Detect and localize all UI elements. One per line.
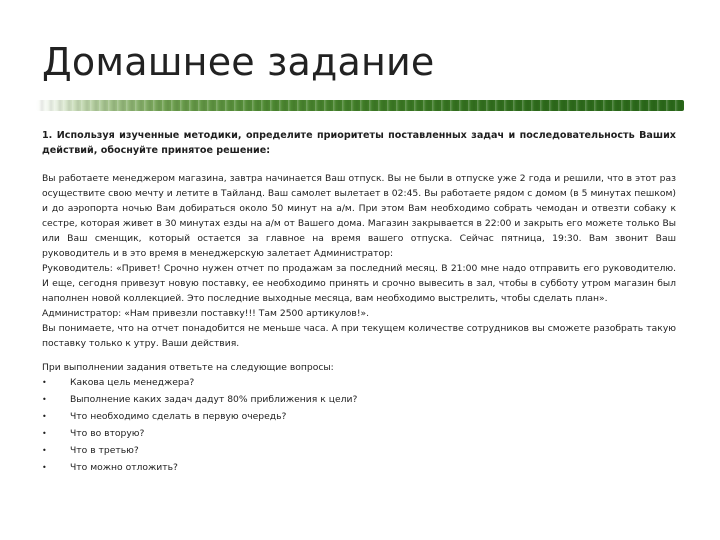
- bullet-icon: •: [42, 378, 47, 387]
- list-item: [42, 460, 676, 477]
- questions-intro: При выполнении задания ответьте на следующие вопросы:: [42, 362, 334, 373]
- bullet-icon: •: [42, 429, 47, 438]
- question-text: Что можно отложить?: [70, 462, 178, 473]
- task-heading: 1. Используя изученные методики, определите приоритеты поставленных задач и последовательность Ваших действий, обоснуйте принятое решение:: [42, 130, 676, 156]
- question-text: Какова цель менеджера?: [70, 377, 195, 388]
- questions-list: [42, 375, 676, 477]
- bullet-icon: •: [42, 446, 47, 455]
- scenario-paragraph: Вы работаете менеджером магазина, завтра начинается Ваш отпуск. Вы не были в отпуске уже 2 года и решили, что в этот раз осуществите свою мечту и летите в Тайланд. Ваш самолет вылетает в 02:45. Вы работаете рядом с домом (в 5 минутах пешком) и до аэропорта ночью Вам добираться около 50 минут на а/м. При этом Вам необходимо собрать чемодан и отвезти собаку к сестре, которая живет в 30 минутах езды на а/м от Вашего дома. Магазин закрывается в 22:00 и закрыть его можете только Вы или Ваш сменщик, который остается за главное на время вашего отпуска. Сейчас пятница, 19:30. Вам звонит Ваш руководитель и в это время в менеджерскую залетает Администратор:: [42, 173, 676, 259]
- conclusion-paragraph: Вы понимаете, что на отчет понадобится не меньше часа. А при текущем количестве сотрудников вы сможете разобрать такую поставку только к утру. Ваши действия.: [42, 323, 676, 349]
- bullet-icon: •: [42, 412, 47, 421]
- list-item: [42, 375, 676, 392]
- manager-quote: Руководитель: «Привет! Срочно нужен отчет по продажам за последний месяц. В 21:00 мне надо отправить его руководителю. И еще, сегодня привезут новую поставку, ее необходимо принять и срочно вывесить в зал, чтобы в субботу утром магазин был наполнен новой коллекцией. Это последние выходные месяца, вам необходимо выстрелить, чтобы сделать план».: [42, 263, 676, 304]
- slide-title: Домашнее задание: [42, 40, 435, 84]
- list-item: [42, 392, 676, 409]
- bullet-icon: •: [42, 395, 47, 404]
- question-text: Что необходимо сделать в первую очередь?: [70, 411, 287, 422]
- list-item: [42, 443, 676, 460]
- question-text: Что во вторую?: [70, 428, 145, 439]
- question-text: Что в третью?: [70, 445, 139, 456]
- list-item: [42, 426, 676, 443]
- slide-content: [42, 128, 676, 477]
- green-divider-bar: [36, 100, 684, 111]
- spacer: [42, 351, 676, 360]
- question-text: Выполнение каких задач дадут 80% приближения к цели?: [70, 394, 358, 405]
- bullet-icon: •: [42, 463, 47, 472]
- list-item: [42, 409, 676, 426]
- admin-quote: Администратор: «Нам привезли поставку!!! Там 2500 артикулов!».: [42, 308, 370, 319]
